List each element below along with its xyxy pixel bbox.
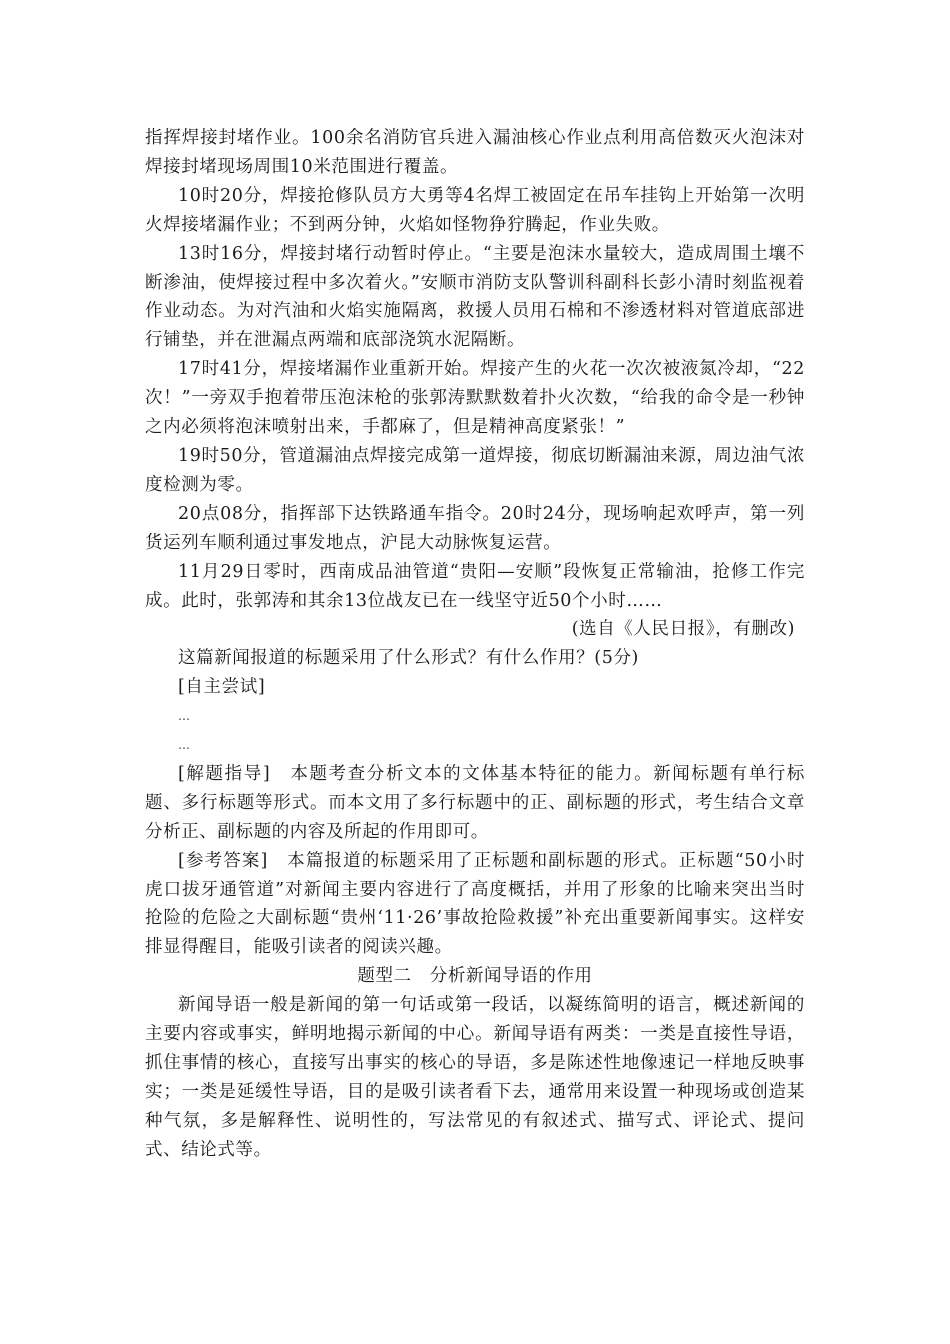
answer-blank-line-2: … (178, 738, 191, 753)
paragraph-2: 10时20分，焊接抢修队员方大勇等4名焊工被固定在吊车挂钩上开始第一次明火焊接堵漏作业；不到两分钟，火焰如怪物狰狞腾起，作业失败。 (145, 185, 805, 235)
question: 这篇新闻报道的标题采用了什么形式？有什么作用？(5分) (178, 648, 639, 669)
source-citation: (选自《人民日报》，有删改) (571, 619, 795, 640)
reference-answer: [参考答案] 本篇报道的标题采用了正标题和副标题的形式。正标题“50小时虎口拔牙通管道”对新闻主要内容进行了高度概括，并用了形象的比喻来突出当时抢险的危险之大副标题“贵州‘11·26’事故抢险救援”补充出重要新闻事实。这样安排显得醒目，能吸引读者的阅读兴趣。 (145, 850, 805, 958)
paragraph-7: 11月29日零时，西南成品油管道“贵阳—安顺”段恢复正常输油，抢修工作完成。此时，张郭涛和其余13位战友已在一线坚守近50个小时…… (145, 561, 805, 611)
section-heading: 题型二 分析新闻导语的作用 (357, 966, 593, 987)
paragraph-4: 17时41分，焊接堵漏作业重新开始。焊接产生的火花一次次被液氮冷却，“22次！”一旁双手抱着带压泡沫枪的张郭涛默默数着扑火次数，“给我的命令是一秒钟之内必须将泡沫喷射出来，手都麻了，但是精神高度紧张！” (145, 359, 805, 438)
paragraph-3: 13时16分，焊接封堵行动暂时停止。“主要是泡沫水量较大，造成周围土壤不断渗油，使焊接过程中多次着火。”安顺市消防支队警训科副科长彭小清时刻监视着作业动态。为对汽油和火焰实施隔离，救援人员用石棉和不渗透材料对管道底部进行铺垫，并在泄漏点两端和底部浇筑水泥隔断。 (145, 243, 805, 351)
paragraph-1: 指挥焊接封堵作业。100余名消防官兵进入漏油核心作业点利用高倍数灭火泡沫对焊接封堵现场周围10米范围进行覆盖。 (145, 128, 805, 177)
paragraph-5: 19时50分，管道漏油点焊接完成第一道焊接，彻底切断漏油来源，周边油气浓度检测为零。 (145, 445, 805, 495)
answer-blank-line-1: … (178, 709, 191, 724)
paragraph-6: 20点08分，指挥部下达铁路通车指令。20时24分，现场响起欢呼声，第一列货运列车顺利通过事发地点，沪昆大动脉恢复运营。 (145, 503, 805, 553)
attempt-label: [自主尝试] (178, 677, 266, 698)
answer-blank-lines (145, 702, 805, 760)
article-body (145, 124, 805, 1165)
section-body: 新闻导语一般是新闻的第一句话或第一段话，以凝练简明的语言，概述新闻的主要内容或事实，鲜明地揭示新闻的中心。新闻导语有两类：一类是直接性导语，抓住事情的核心，直接写出事实的核心的导语，多是陈述性地像速记一样地反映事实；一类是延缓性导语，目的是吸引读者看下去，通常用来设置一种现场或创造某种气氛，多是解释性、说明性的，写法常见的有叙述式、描写式、评论式、提问式、结论式等。 (145, 995, 805, 1160)
solution-guide: [解题指导] 本题考查分析文本的文体基本特征的能力。新闻标题有单行标题、多行标题等形式。而本文用了多行标题中的正、副标题的形式，考生结合文章分析正、副标题的内容及所起的作用即可。 (145, 763, 805, 842)
